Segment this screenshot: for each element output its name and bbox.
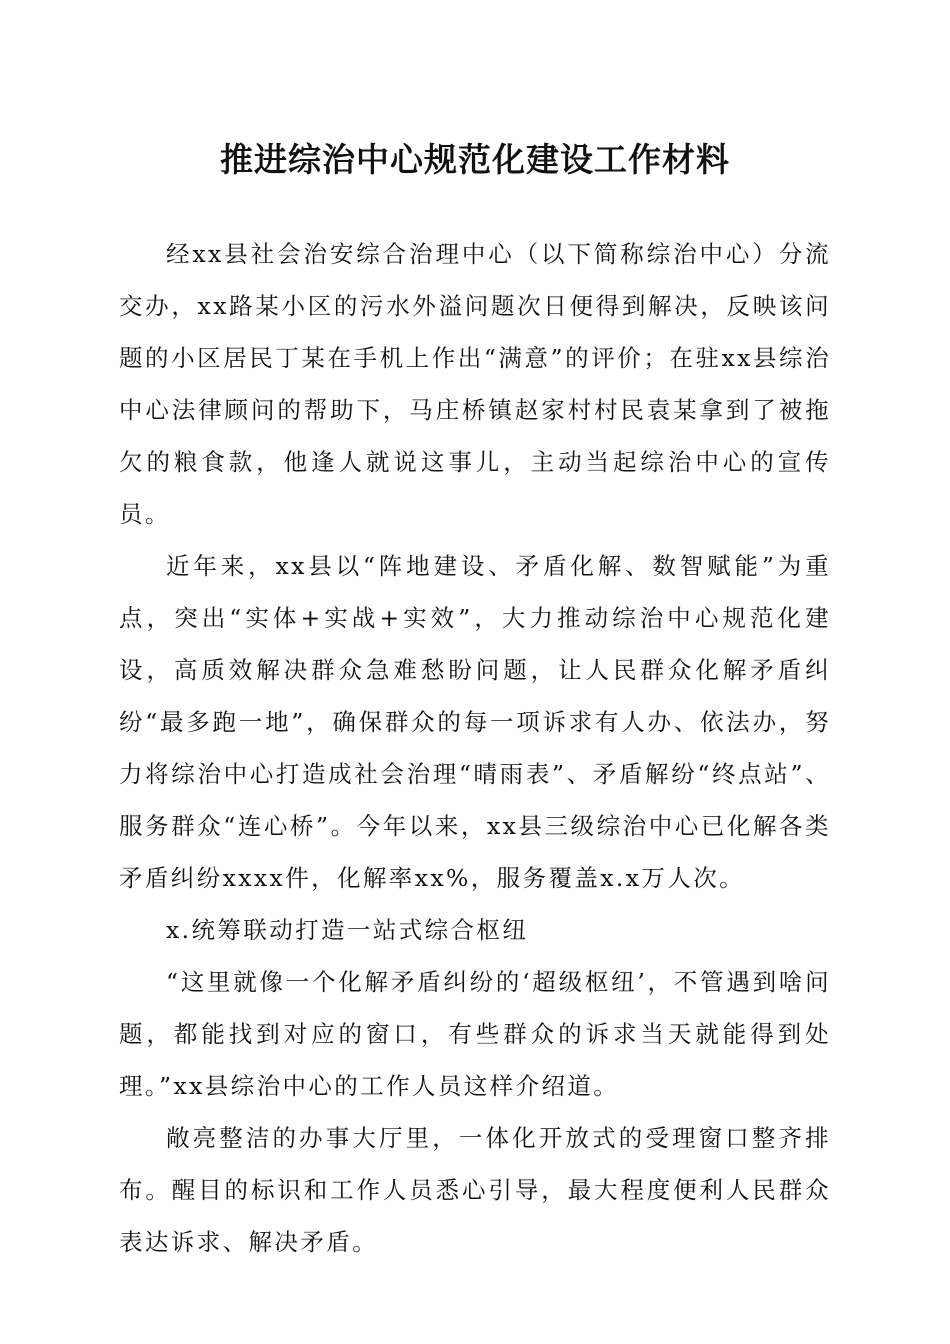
paragraph: 经xx县社会治安综合治理中心（以下简称综治中心）分流交办，xx路某小区的污水外溢问题次日便得到解决，反映该问题的小区居民丁某在手机上作出“满意”的评价；在驻xx县综治中心法律顾问的帮助下，马庄桥镇赵家村村民袁某拿到了被拖欠的粮食款，他逢人就说这事儿，主动当起综治中心的宣传员。 (119, 240, 831, 528)
section-heading: x.统筹联动打造一站式综合枢纽 (166, 916, 529, 944)
paragraph: 敞亮整洁的办事大厅里，一体化开放式的受理窗口整齐排布。醒目的标识和工作人员悉心引导，最大程度便利人民群众表达诉求、解决矛盾。 (119, 1124, 831, 1256)
paragraph: “这里就像一个化解矛盾纠纷的‘超级枢纽’，不管遇到啥问题，都能找到对应的窗口，有些群众的诉求当天就能得到处理。”xx县综治中心的工作人员这样介绍道。 (119, 968, 831, 1100)
document-body (119, 228, 831, 1268)
paragraph: 近年来，xx县以“阵地建设、矛盾化解、数智赋能”为重点，突出“实体+实战+实效”，大力推动综治中心规范化建设，高质效解决群众急难愁盼问题，让人民群众化解矛盾纠纷“最多跑一地”，确保群众的每一项诉求有人办、依法办，努力将综治中心打造成社会治理“晴雨表”、矛盾解纷“终点站”、服务群众“连心桥”。今年以来，xx县三级综治中心已化解各类矛盾纠纷xxxx件，化解率xx%，服务覆盖x.x万人次。 (119, 552, 831, 892)
document-title: 推进综治中心规范化建设工作材料 (220, 140, 730, 179)
